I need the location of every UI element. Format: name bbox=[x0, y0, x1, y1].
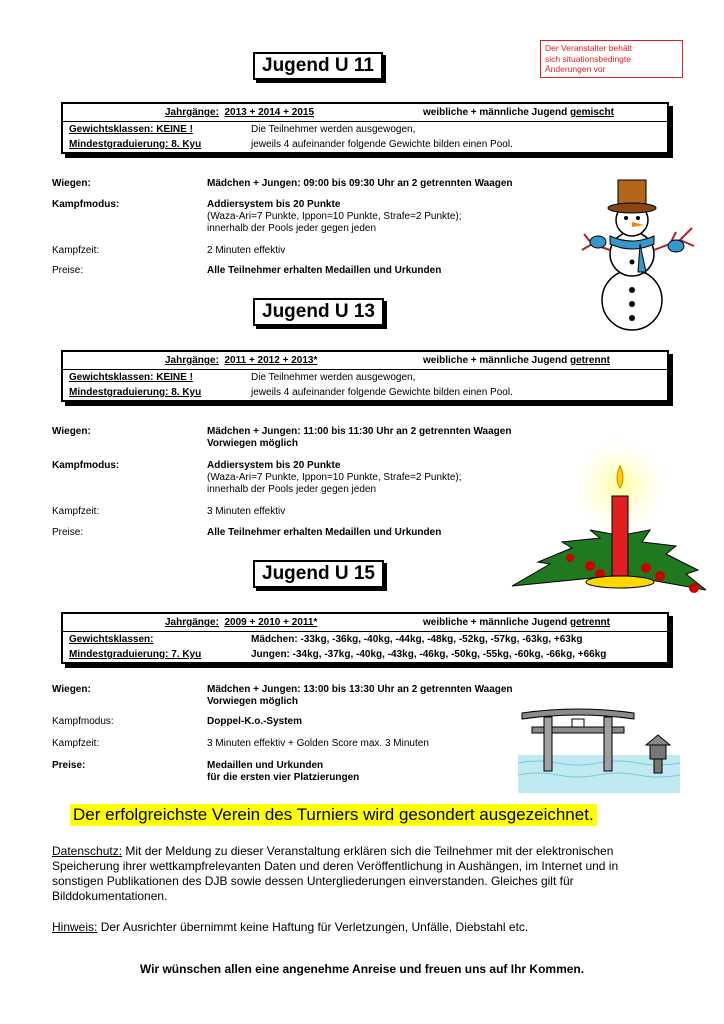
wiegen-value: Mädchen + Jungen: 13:00 bis 13:30 Uhr an 2 getrennten Waagen bbox=[207, 684, 513, 695]
gender-info bbox=[423, 355, 610, 366]
kampfmodus-value: Addiersystem bis 20 Punkte bbox=[207, 460, 341, 471]
notice-line: Änderungen vor bbox=[545, 64, 606, 74]
gewichtsklassen-value: Die Teilnehmer werden ausgewogen, bbox=[251, 124, 416, 135]
info-box-u13 bbox=[61, 350, 669, 402]
highlight-banner: Der erfolgreichste Verein des Turniers wird gesondert ausgezeichnet. bbox=[70, 804, 597, 826]
mindestgraduierung-label: Mindestgraduierung: 8. Kyu bbox=[69, 387, 202, 398]
snowman-illustration bbox=[580, 172, 698, 332]
jahrgaenge bbox=[165, 355, 317, 366]
kampfmodus-detail: innerhalb der Pools jeder gegen jeden bbox=[207, 223, 377, 234]
kampfmodus-detail: innerhalb der Pools jeder gegen jeden bbox=[207, 484, 377, 495]
gender-mode: getrennt bbox=[570, 355, 610, 366]
gewichtsklassen-label: Gewichtsklassen: KEINE ! bbox=[69, 124, 193, 135]
notice-line: sich situationsbedingte bbox=[545, 53, 632, 64]
kampfmodus-label: Kampfmodus: bbox=[52, 460, 120, 471]
gewichtsklassen-label: Gewichtsklassen: bbox=[69, 634, 154, 645]
jahrgaenge bbox=[165, 617, 317, 628]
kampfzeit-label: Kampfzeit: bbox=[52, 506, 100, 517]
wiegen-note: Vorwiegen möglich bbox=[207, 438, 298, 449]
kampfzeit-label: Kampfzeit: bbox=[52, 738, 100, 749]
gender-label: weibliche + männliche Jugend bbox=[423, 617, 568, 628]
kampfmodus-value: Doppel-K.o.-System bbox=[207, 716, 303, 727]
closing-text: Wir wünschen allen eine angenehme Anreise und freuen uns auf Ihr Kommen. bbox=[139, 962, 585, 976]
jahrgaenge bbox=[165, 107, 314, 118]
datenschutz-label: Datenschutz: bbox=[52, 844, 123, 858]
notice-line: Der Veranstalter behält bbox=[545, 43, 632, 53]
kampfmodus-detail: (Waza-Ari=7 Punkte, Ippon=10 Punkte, Strafe=2 Punkte); bbox=[207, 211, 462, 222]
wiegen-label: Wiegen: bbox=[52, 426, 91, 437]
hinweis-paragraph bbox=[52, 920, 642, 935]
wiegen-value: Mädchen + Jungen: 11:00 bis 11:30 Uhr an 2 getrennten Waagen bbox=[207, 426, 512, 437]
wiegen-label: Wiegen: bbox=[52, 684, 91, 695]
gender-mode: getrennt bbox=[570, 617, 610, 628]
preise-value: Medaillen und Urkunden bbox=[207, 760, 324, 771]
jahrgaenge-label: Jahrgänge: bbox=[165, 617, 219, 628]
preise-value: Alle Teilnehmer erhalten Medaillen und Urkunden bbox=[207, 527, 442, 538]
mindestgraduierung-label: Mindestgraduierung: 7. Kyu bbox=[69, 649, 202, 660]
candle-illustration bbox=[510, 438, 710, 600]
kampfmodus-detail: (Waza-Ari=7 Punkte, Ippon=10 Punkte, Strafe=2 Punkte); bbox=[207, 472, 462, 483]
gewichtsklassen-value: Die Teilnehmer werden ausgewogen, bbox=[251, 372, 416, 383]
preise-value: Alle Teilnehmer erhalten Medaillen und Urkunden bbox=[207, 265, 442, 276]
wiegen-note: Vorwiegen möglich bbox=[207, 696, 298, 707]
kampfmodus-label: Kampfmodus: bbox=[52, 716, 114, 727]
gender-label: weibliche + männliche Jugend bbox=[423, 107, 568, 118]
mindestgraduierung-label: Mindestgraduierung: 8. Kyu bbox=[69, 139, 202, 150]
gender-info bbox=[423, 107, 614, 118]
section-title-u11: Jugend U 11 bbox=[253, 52, 383, 80]
datenschutz-text: Mit der Meldung zu dieser Veranstaltung erklären sich die Teilnehmer mit der elektronischen Speicherung ihrer wettkampfrelevanten Daten und deren Veröffentlichung in Aushängen, im Internet und in sonstigen Publikationen des DJB sowie dessen Untergliederungen einverstanden. Gleiches gilt für Bilddokumentationen. bbox=[52, 844, 619, 903]
preise-label: Preise: bbox=[52, 527, 84, 538]
info-box-u11 bbox=[61, 102, 669, 154]
mindestgraduierung-value: jeweils 4 aufeinander folgende Gewichte bilden einen Pool. bbox=[251, 387, 513, 398]
gewichtsklassen-jungen: Jungen: -34kg, -37kg, -40kg, -43kg, -46kg, -50kg, -55kg, -60kg, -66kg, +66kg bbox=[251, 649, 607, 660]
section-title-u13: Jugend U 13 bbox=[253, 298, 384, 326]
mindestgraduierung-value: jeweils 4 aufeinander folgende Gewichte bilden einen Pool. bbox=[251, 139, 513, 150]
preise-label: Preise: bbox=[52, 760, 86, 771]
datenschutz-paragraph bbox=[52, 844, 642, 904]
jahrgaenge-value: 2009 + 2010 + 2011* bbox=[224, 617, 318, 628]
jahrgaenge-label: Jahrgänge: bbox=[165, 107, 219, 118]
wiegen-label: Wiegen: bbox=[52, 178, 91, 189]
torii-illustration bbox=[518, 705, 680, 793]
kampfmodus-value: Addiersystem bis 20 Punkte bbox=[207, 199, 341, 210]
kampfzeit-value: 3 Minuten effektiv bbox=[207, 506, 286, 517]
gender-label: weibliche + männliche Jugend bbox=[423, 355, 568, 366]
kampfzeit-label: Kampfzeit: bbox=[52, 245, 100, 256]
wiegen-value: Mädchen + Jungen: 09:00 bis 09:30 Uhr an 2 getrennten Waagen bbox=[207, 178, 513, 189]
preise-note: für die ersten vier Platzierungen bbox=[207, 772, 360, 783]
hinweis-label: Hinweis: bbox=[52, 920, 98, 934]
gewichtsklassen-maedchen: Mädchen: -33kg, -36kg, -40kg, -44kg, -48kg, -52kg, -57kg, -63kg, +63kg bbox=[251, 634, 583, 645]
info-box-u15 bbox=[61, 612, 669, 664]
section-title-u15: Jugend U 15 bbox=[253, 560, 384, 588]
kampfzeit-value: 3 Minuten effektiv + Golden Score max. 3 Minuten bbox=[207, 738, 429, 749]
preise-label: Preise: bbox=[52, 265, 84, 276]
gender-info bbox=[423, 617, 610, 628]
kampfmodus-label: Kampfmodus: bbox=[52, 199, 120, 210]
hinweis-text: Der Ausrichter übernimmt keine Haftung für Verletzungen, Unfälle, Diebstahl etc. bbox=[97, 920, 529, 934]
jahrgaenge-label: Jahrgänge: bbox=[165, 355, 219, 366]
jahrgaenge-value: 2011 + 2012 + 2013* bbox=[224, 355, 318, 366]
jahrgaenge-value: 2013 + 2014 + 2015 bbox=[224, 107, 314, 118]
organizer-notice bbox=[540, 40, 683, 78]
gender-mode: gemischt bbox=[570, 107, 614, 118]
gewichtsklassen-label: Gewichtsklassen: KEINE ! bbox=[69, 372, 193, 383]
kampfzeit-value: 2 Minuten effektiv bbox=[207, 245, 286, 256]
